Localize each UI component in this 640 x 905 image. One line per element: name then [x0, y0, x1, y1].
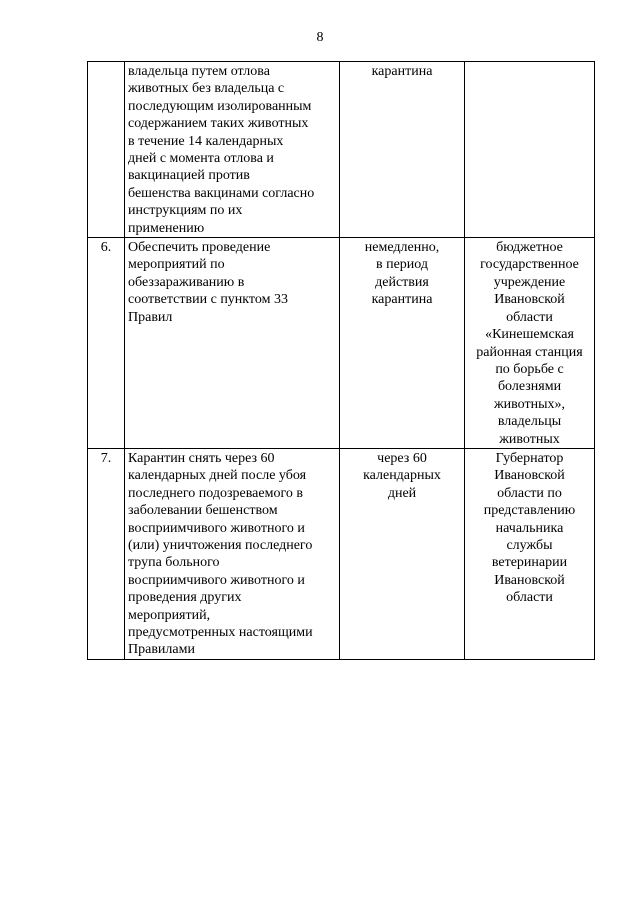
cell-line: животных [499, 431, 560, 447]
cell-line: дней с момента отлова и [128, 151, 274, 167]
cell-line: мероприятий по [128, 257, 225, 273]
table-row [88, 62, 595, 238]
cell-line: Правилами [128, 642, 195, 658]
cell-line: районная станция [476, 344, 583, 360]
cell-line: учреждение [493, 274, 566, 290]
cell-line: через 60 [377, 450, 427, 466]
row-number-cell [88, 62, 125, 238]
cell-line: мероприятий, [128, 607, 211, 623]
cell-line: трупа больного [128, 555, 220, 571]
cell-line: животных без владельца с [128, 81, 285, 97]
cell-line: заболевании бешенством [128, 503, 278, 519]
measure-cell [125, 448, 340, 659]
cell-line: дней [387, 485, 417, 501]
term-cell [340, 448, 465, 659]
cell-line: области по [497, 485, 562, 501]
cell-line: по борьбе с [495, 361, 564, 377]
cell-line: Правил [128, 309, 173, 325]
cell-line: государственное [480, 257, 579, 273]
measures-table [87, 61, 595, 660]
cell-line: Карантин снять через 60 [128, 450, 275, 466]
cell-line: карантина [371, 64, 433, 79]
responsible-cell [465, 238, 595, 449]
table-row [88, 238, 595, 449]
cell-line: ветеринарии [491, 555, 568, 571]
cell-line: проведения других [128, 590, 242, 606]
cell-line: бюджетное [496, 240, 563, 256]
term-cell [340, 238, 465, 449]
cell-line: инструкциям по их [128, 203, 243, 219]
cell-line: обеззараживанию в [128, 274, 245, 290]
cell-line: Ивановской [494, 468, 565, 484]
cell-line: вакцинацией против [128, 168, 250, 184]
cell-line: службы [506, 537, 553, 553]
cell-line: владельцы [497, 414, 562, 430]
cell-line: календарных [363, 468, 441, 484]
cell-line: бешенства вакцинами согласно [128, 185, 315, 201]
term-cell [340, 62, 465, 238]
cell-line: области [506, 590, 553, 606]
cell-line: последующим изолированным [128, 98, 312, 114]
row-number-cell: 7. [88, 448, 125, 659]
table-row [88, 448, 595, 659]
cell-line: в период [375, 257, 429, 273]
cell-line: немедленно, [364, 240, 440, 256]
cell-line: в течение 14 календарных [128, 133, 284, 149]
responsible-cell [465, 62, 595, 238]
cell-line: представлению [483, 503, 576, 519]
cell-line: календарных дней после убоя [128, 468, 307, 484]
measure-cell [125, 62, 340, 238]
cell-line: «Кинешемская [485, 327, 574, 343]
cell-line: карантина [371, 292, 433, 308]
cell-line: начальника [495, 520, 564, 536]
cell-line: соответствии с пунктом 33 [128, 292, 288, 308]
responsible-cell [465, 448, 595, 659]
cell-line: восприимчивого животного и [128, 572, 305, 588]
page-number: 8 [316, 30, 324, 45]
cell-line: действия [375, 274, 429, 290]
cell-line: предусмотренных настоящими [128, 625, 313, 640]
cell-line: восприимчивого животного и [128, 520, 305, 536]
cell-line: Ивановской [494, 292, 565, 308]
cell-line: области [506, 309, 553, 325]
row-number-cell: 6. [88, 238, 125, 449]
cell-line: животных», [493, 396, 565, 412]
cell-line: Ивановской [494, 572, 565, 588]
cell-line: применению [128, 220, 205, 236]
cell-line: владельца путем отлова [128, 64, 270, 79]
cell-line: Губернатор [495, 450, 564, 466]
table-body [88, 62, 595, 660]
cell-line: последнего подозреваемого в [128, 485, 303, 501]
cell-line: содержанием таких животных [128, 116, 309, 132]
cell-line: Обеспечить проведение [128, 240, 271, 256]
measure-cell [125, 238, 340, 449]
cell-line: (или) уничтожения последнего [128, 537, 313, 553]
cell-line: болезнями [497, 379, 562, 395]
